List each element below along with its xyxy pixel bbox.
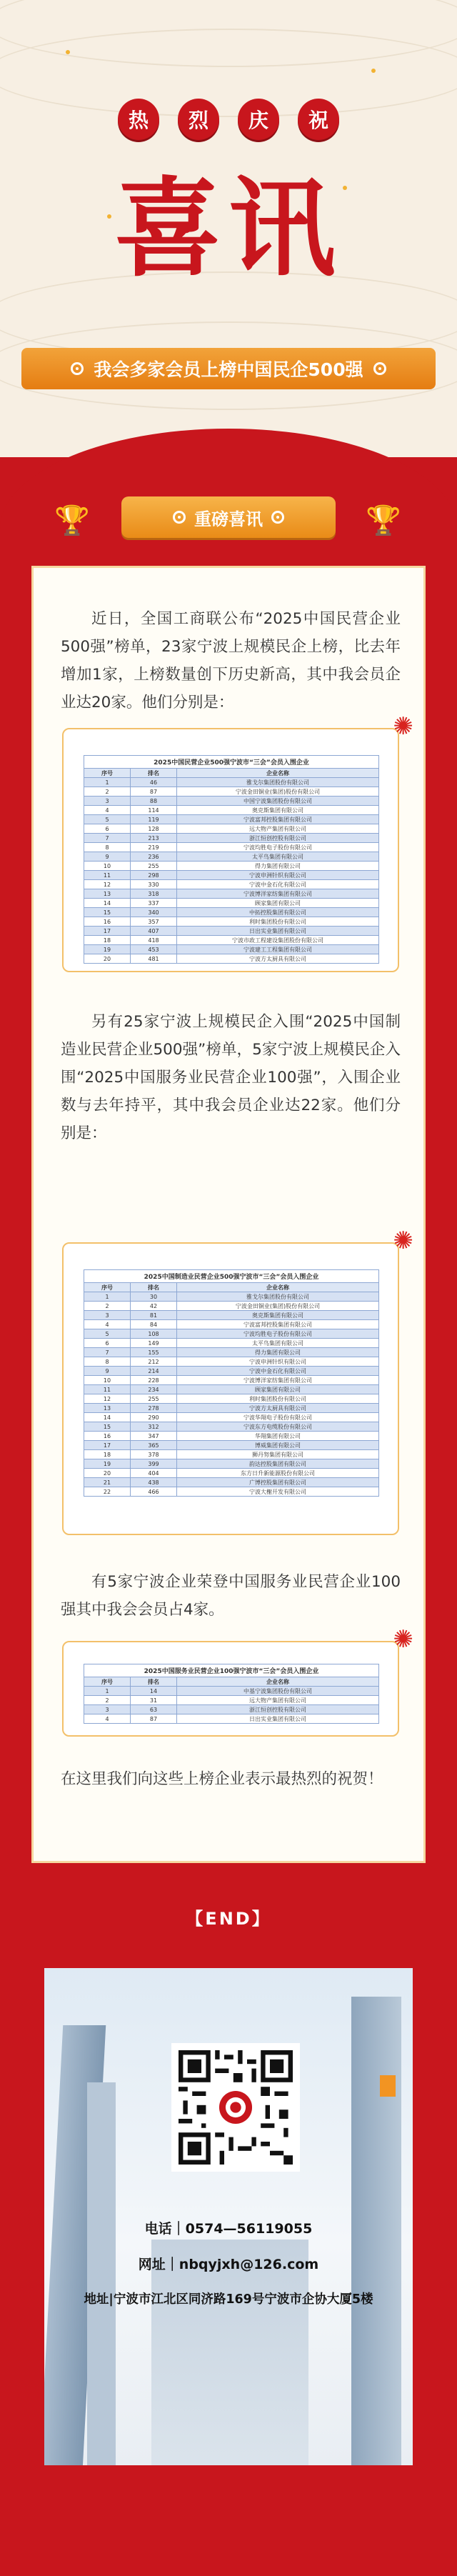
- celebrate-char: 热: [118, 99, 159, 140]
- row-index-cell: 10: [84, 862, 131, 871]
- table-row: [84, 1329, 379, 1339]
- row-company-cell: 宁波申洲针织有限公司: [177, 1357, 379, 1367]
- table-row: [84, 1459, 379, 1469]
- row-index-cell: 9: [84, 852, 131, 862]
- paragraph-congrats: 在这里我们向这些上榜企业表示最热烈的祝贺！: [61, 1770, 383, 1788]
- row-index-cell: 9: [84, 1367, 131, 1376]
- row-rank-cell: 234: [131, 1385, 177, 1394]
- row-rank-cell: 255: [131, 862, 177, 871]
- col-header: 排名: [131, 769, 177, 778]
- row-index-cell: 2: [84, 1302, 131, 1311]
- col-header: 企业名称: [177, 1677, 379, 1687]
- celebrate-row: [0, 99, 457, 140]
- row-rank-cell: 407: [131, 927, 177, 936]
- row-rank-cell: 149: [131, 1339, 177, 1348]
- trophy-icon: 🏆: [366, 504, 401, 537]
- ring-icon: [271, 511, 284, 524]
- row-index-cell: 6: [84, 824, 131, 834]
- row-rank-cell: 87: [131, 1714, 177, 1724]
- row-rank-cell: 298: [131, 871, 177, 880]
- row-index-cell: 2: [84, 787, 131, 797]
- building-graphic: [151, 2240, 308, 2465]
- table-row: [84, 871, 379, 880]
- table-row: [84, 843, 379, 852]
- table-row: [84, 1404, 379, 1413]
- table-row: [84, 917, 379, 927]
- section-label-text: 重磅喜讯: [194, 509, 263, 529]
- row-company-cell: 奥克斯集团有限公司: [177, 1311, 379, 1320]
- row-rank-cell: 87: [131, 787, 177, 797]
- hero-banner: [21, 348, 436, 389]
- row-company-cell: 中拓控股集团有限公司: [177, 908, 379, 917]
- row-rank-cell: 214: [131, 1367, 177, 1376]
- row-index-cell: 1: [84, 1687, 131, 1696]
- row-company-cell: 狮丹努集团有限公司: [177, 1450, 379, 1459]
- row-index-cell: 14: [84, 1413, 131, 1422]
- row-index-cell: 3: [84, 797, 131, 806]
- row-rank-cell: 399: [131, 1459, 177, 1469]
- row-index-cell: 3: [84, 1705, 131, 1714]
- table-row: [84, 815, 379, 824]
- row-company-cell: 中基宁波集团股份有限公司: [177, 1687, 379, 1696]
- row-rank-cell: 438: [131, 1478, 177, 1487]
- row-rank-cell: 63: [131, 1705, 177, 1714]
- row-index-cell: 10: [84, 1376, 131, 1385]
- ring-icon: [373, 362, 386, 375]
- table-row: [84, 1478, 379, 1487]
- row-rank-cell: 278: [131, 1404, 177, 1413]
- col-header: 企业名称: [177, 1283, 379, 1292]
- table-row: [84, 1357, 379, 1367]
- row-company-cell: 日出实业集团有限公司: [177, 1714, 379, 1724]
- row-company-cell: 宁波中金石化有限公司: [177, 1367, 379, 1376]
- flower-icon: ✺: [393, 1625, 413, 1654]
- ring-icon: [173, 511, 186, 524]
- row-rank-cell: 453: [131, 945, 177, 954]
- celebrate-char: 庆: [238, 99, 279, 140]
- table-row: [84, 862, 379, 871]
- celebrate-char: 烈: [178, 99, 219, 140]
- row-rank-cell: 418: [131, 936, 177, 945]
- row-index-cell: 20: [84, 954, 131, 964]
- row-rank-cell: 212: [131, 1357, 177, 1367]
- row-index-cell: 17: [84, 1441, 131, 1450]
- row-index-cell: 7: [84, 1348, 131, 1357]
- row-index-cell: 21: [84, 1478, 131, 1487]
- row-index-cell: 19: [84, 1459, 131, 1469]
- row-index-cell: 3: [84, 1311, 131, 1320]
- table-row: [84, 1450, 379, 1459]
- row-rank-cell: 255: [131, 1394, 177, 1404]
- row-company-cell: 得力集团有限公司: [177, 1348, 379, 1357]
- row-index-cell: 4: [84, 1320, 131, 1329]
- row-rank-cell: 31: [131, 1696, 177, 1705]
- row-index-cell: 17: [84, 927, 131, 936]
- table-row: [84, 1311, 379, 1320]
- flower-icon: ✺: [393, 1227, 413, 1255]
- table-row: [84, 1714, 379, 1724]
- row-rank-cell: 378: [131, 1450, 177, 1459]
- col-header: 序号: [84, 1677, 131, 1687]
- row-company-cell: 宁波博洋家纺集团有限公司: [177, 1376, 379, 1385]
- row-company-cell: 宁波中金石化有限公司: [177, 880, 379, 889]
- table-row: [84, 1413, 379, 1422]
- row-company-cell: 宁波市政工程建设集团股份有限公司: [177, 936, 379, 945]
- table-row: [84, 1348, 379, 1357]
- end-marker: 【END】: [186, 1909, 271, 1929]
- trophy-icon: 🏆: [54, 504, 90, 537]
- row-index-cell: 22: [84, 1487, 131, 1497]
- row-index-cell: 4: [84, 1714, 131, 1724]
- row-company-cell: 中国宁波集团股份有限公司: [177, 797, 379, 806]
- row-rank-cell: 340: [131, 908, 177, 917]
- row-rank-cell: 357: [131, 917, 177, 927]
- row-company-cell: 宁波申洲针织有限公司: [177, 871, 379, 880]
- row-rank-cell: 466: [131, 1487, 177, 1497]
- section-label: [121, 496, 336, 538]
- row-company-cell: 得力集团有限公司: [177, 862, 379, 871]
- row-rank-cell: 213: [131, 834, 177, 843]
- row-rank-cell: 42: [131, 1302, 177, 1311]
- hero-banner-text: 我会多家会员上榜中国民企500强: [94, 359, 363, 380]
- col-header: 序号: [84, 769, 131, 778]
- row-rank-cell: 46: [131, 778, 177, 787]
- row-index-cell: 19: [84, 945, 131, 954]
- table-body: [84, 1687, 379, 1724]
- row-company-cell: 浙江恒创控股有限公司: [177, 834, 379, 843]
- contact-email[interactable]: 网址｜nbqyjxh@126.com: [138, 2257, 319, 2272]
- table-row: [84, 797, 379, 806]
- row-company-cell: 奥克斯集团有限公司: [177, 806, 379, 815]
- row-company-cell: 东方日升新能源股份有限公司: [177, 1469, 379, 1478]
- table-row: [84, 1376, 379, 1385]
- table-row: [84, 806, 379, 815]
- celebrate-char: 祝: [298, 99, 339, 140]
- row-index-cell: 16: [84, 917, 131, 927]
- table-row: [84, 1432, 379, 1441]
- row-index-cell: 5: [84, 1329, 131, 1339]
- table-row: [84, 1705, 379, 1714]
- decor-dot: [371, 69, 376, 73]
- row-index-cell: 13: [84, 889, 131, 899]
- table-row: [84, 852, 379, 862]
- table-row: [84, 880, 379, 889]
- col-header: 排名: [131, 1283, 177, 1292]
- table-row: [84, 1441, 379, 1450]
- content-card: [31, 566, 426, 1863]
- row-rank-cell: 337: [131, 899, 177, 908]
- contact-card: [44, 1968, 413, 2465]
- row-rank-cell: 365: [131, 1441, 177, 1450]
- table-card-service: [62, 1625, 413, 1737]
- table-row: [84, 945, 379, 954]
- row-company-cell: 利时集团股份有限公司: [177, 1394, 379, 1404]
- row-index-cell: 7: [84, 834, 131, 843]
- table-row: [84, 1687, 379, 1696]
- row-index-cell: 18: [84, 1450, 131, 1459]
- hero-title: 喜讯: [114, 166, 343, 291]
- row-rank-cell: 84: [131, 1320, 177, 1329]
- row-index-cell: 2: [84, 1696, 131, 1705]
- table-row: [84, 1469, 379, 1478]
- table-row: [84, 1487, 379, 1497]
- row-index-cell: 1: [84, 1292, 131, 1302]
- row-index-cell: 20: [84, 1469, 131, 1478]
- row-company-cell: 韵达控股集团有限公司: [177, 1459, 379, 1469]
- row-rank-cell: 347: [131, 1432, 177, 1441]
- decor-dot: [66, 50, 70, 54]
- row-rank-cell: 330: [131, 880, 177, 889]
- row-rank-cell: 81: [131, 1311, 177, 1320]
- table-row: [84, 1292, 379, 1302]
- row-company-cell: 远大物产集团有限公司: [177, 1696, 379, 1705]
- row-company-cell: 宁波金田铜业(集团)股份有限公司: [177, 787, 379, 797]
- row-company-cell: 宁波方太厨具有限公司: [177, 1404, 379, 1413]
- row-index-cell: 1: [84, 778, 131, 787]
- row-company-cell: 宁波博洋家纺集团有限公司: [177, 889, 379, 899]
- col-header: 企业名称: [177, 769, 379, 778]
- row-rank-cell: 88: [131, 797, 177, 806]
- row-rank-cell: 481: [131, 954, 177, 964]
- row-company-cell: 宁波富邦控股集团有限公司: [177, 815, 379, 824]
- row-index-cell: 4: [84, 806, 131, 815]
- row-index-cell: 13: [84, 1404, 131, 1413]
- table-row: [84, 1385, 379, 1394]
- table-row: [84, 954, 379, 964]
- col-header: 排名: [131, 1677, 177, 1687]
- row-index-cell: 12: [84, 1394, 131, 1404]
- row-company-cell: 宁波富邦控股集团有限公司: [177, 1320, 379, 1329]
- row-index-cell: 11: [84, 1385, 131, 1394]
- row-company-cell: 宁波均胜电子股份有限公司: [177, 1329, 379, 1339]
- table-title: 2025中国民营企业500强宁波市“三会”会员入围企业: [84, 756, 379, 769]
- row-company-cell: 太平鸟集团有限公司: [177, 852, 379, 862]
- row-rank-cell: 312: [131, 1422, 177, 1432]
- table-manufacturing: [84, 1269, 379, 1497]
- paragraph-manufacturing: 另有25家宁波上规模民企入围“2025中国制造业民营企业500强”榜单，5家宁波上规模民企入围“2025中国服务业民营企业100强”，入围企业数与去年持平，其中我会员企业达22家。他们分别是：: [61, 1013, 401, 1142]
- table-card-manufacturing: [62, 1227, 413, 1535]
- row-company-cell: 广博控股集团有限公司: [177, 1478, 379, 1487]
- table-row: [84, 787, 379, 797]
- col-header: 序号: [84, 1283, 131, 1292]
- row-index-cell: 6: [84, 1339, 131, 1348]
- row-rank-cell: 128: [131, 824, 177, 834]
- contact-phone: 电话｜0574—56119055: [144, 2221, 313, 2237]
- row-company-cell: 顾家集团有限公司: [177, 1385, 379, 1394]
- contact-address: 地址|宁波市江北区同济路169号宁波市企协大厦5楼: [84, 2292, 373, 2307]
- hero-header: [0, 0, 457, 457]
- table-row: [84, 1320, 379, 1329]
- paragraph-intro: 近日，全国工商联公布“2025中国民营企业500强”榜单，23家宁波上规模民企上榜，比去年增加1家，上榜数量创下历史新高，其中我会员企业达20家。他们分别是：: [61, 610, 401, 712]
- row-company-cell: 宁波均胜电子股份有限公司: [177, 843, 379, 852]
- table-service: [84, 1664, 379, 1724]
- flower-icon: ✺: [393, 712, 413, 741]
- row-company-cell: 宁波华翔电子股份有限公司: [177, 1413, 379, 1422]
- paragraph-service: 有5家宁波企业荣登中国服务业民营企业100强其中我会会员占4家。: [61, 1573, 401, 1619]
- table-500: [84, 755, 379, 964]
- row-company-cell: 宁波大榭开发有限公司: [177, 1487, 379, 1497]
- row-index-cell: 15: [84, 908, 131, 917]
- table-row: [84, 834, 379, 843]
- row-index-cell: 5: [84, 815, 131, 824]
- row-index-cell: 18: [84, 936, 131, 945]
- table-row: [84, 899, 379, 908]
- qr-code: [171, 2043, 300, 2172]
- row-rank-cell: 155: [131, 1348, 177, 1357]
- row-rank-cell: 119: [131, 815, 177, 824]
- row-company-cell: 雅戈尔集团股份有限公司: [177, 778, 379, 787]
- row-rank-cell: 14: [131, 1687, 177, 1696]
- row-rank-cell: 108: [131, 1329, 177, 1339]
- row-rank-cell: 404: [131, 1469, 177, 1478]
- row-index-cell: 8: [84, 1357, 131, 1367]
- row-company-cell: 华翔集团有限公司: [177, 1432, 379, 1441]
- row-rank-cell: 318: [131, 889, 177, 899]
- table-card-500: [62, 712, 413, 972]
- row-index-cell: 15: [84, 1422, 131, 1432]
- table-row: [84, 1422, 379, 1432]
- row-rank-cell: 236: [131, 852, 177, 862]
- row-company-cell: 浙江恒创控股有限公司: [177, 1705, 379, 1714]
- building-sign: [380, 2075, 396, 2097]
- row-rank-cell: 30: [131, 1292, 177, 1302]
- row-rank-cell: 219: [131, 843, 177, 852]
- table-row: [84, 936, 379, 945]
- table-row: [84, 1696, 379, 1705]
- row-index-cell: 12: [84, 880, 131, 889]
- table-row: [84, 824, 379, 834]
- table-title: 2025中国制造业民营企业500强宁波市“三会”会员入围企业: [84, 1270, 379, 1283]
- table-row: [84, 1367, 379, 1376]
- table-row: [84, 908, 379, 917]
- table-body: [84, 1292, 379, 1497]
- row-company-cell: 宁波方太厨具有限公司: [177, 954, 379, 964]
- row-index-cell: 8: [84, 843, 131, 852]
- row-company-cell: 宁波东方电缆股份有限公司: [177, 1422, 379, 1432]
- row-company-cell: 宁波金田铜业(集团)股份有限公司: [177, 1302, 379, 1311]
- row-company-cell: 日出实业集团有限公司: [177, 927, 379, 936]
- row-company-cell: 太平鸟集团有限公司: [177, 1339, 379, 1348]
- row-company-cell: 宁波建工工程集团有限公司: [177, 945, 379, 954]
- qr-code-image: [179, 2050, 293, 2165]
- row-company-cell: 雅戈尔集团股份有限公司: [177, 1292, 379, 1302]
- row-index-cell: 14: [84, 899, 131, 908]
- table-row: [84, 778, 379, 787]
- row-rank-cell: 114: [131, 806, 177, 815]
- table-row: [84, 1394, 379, 1404]
- row-company-cell: 远大物产集团有限公司: [177, 824, 379, 834]
- row-company-cell: 利时集团股份有限公司: [177, 917, 379, 927]
- row-company-cell: 博威集团有限公司: [177, 1441, 379, 1450]
- row-rank-cell: 290: [131, 1413, 177, 1422]
- table-row: [84, 1339, 379, 1348]
- table-body: [84, 778, 379, 964]
- table-title: 2025中国服务业民营企业100强宁波市“三会”会员入围企业: [84, 1664, 379, 1677]
- row-rank-cell: 228: [131, 1376, 177, 1385]
- table-row: [84, 889, 379, 899]
- ring-icon: [71, 362, 84, 375]
- table-row: [84, 1302, 379, 1311]
- row-index-cell: 11: [84, 871, 131, 880]
- table-row: [84, 927, 379, 936]
- row-company-cell: 顾家集团有限公司: [177, 899, 379, 908]
- building-graphic: [87, 2082, 116, 2465]
- row-index-cell: 16: [84, 1432, 131, 1441]
